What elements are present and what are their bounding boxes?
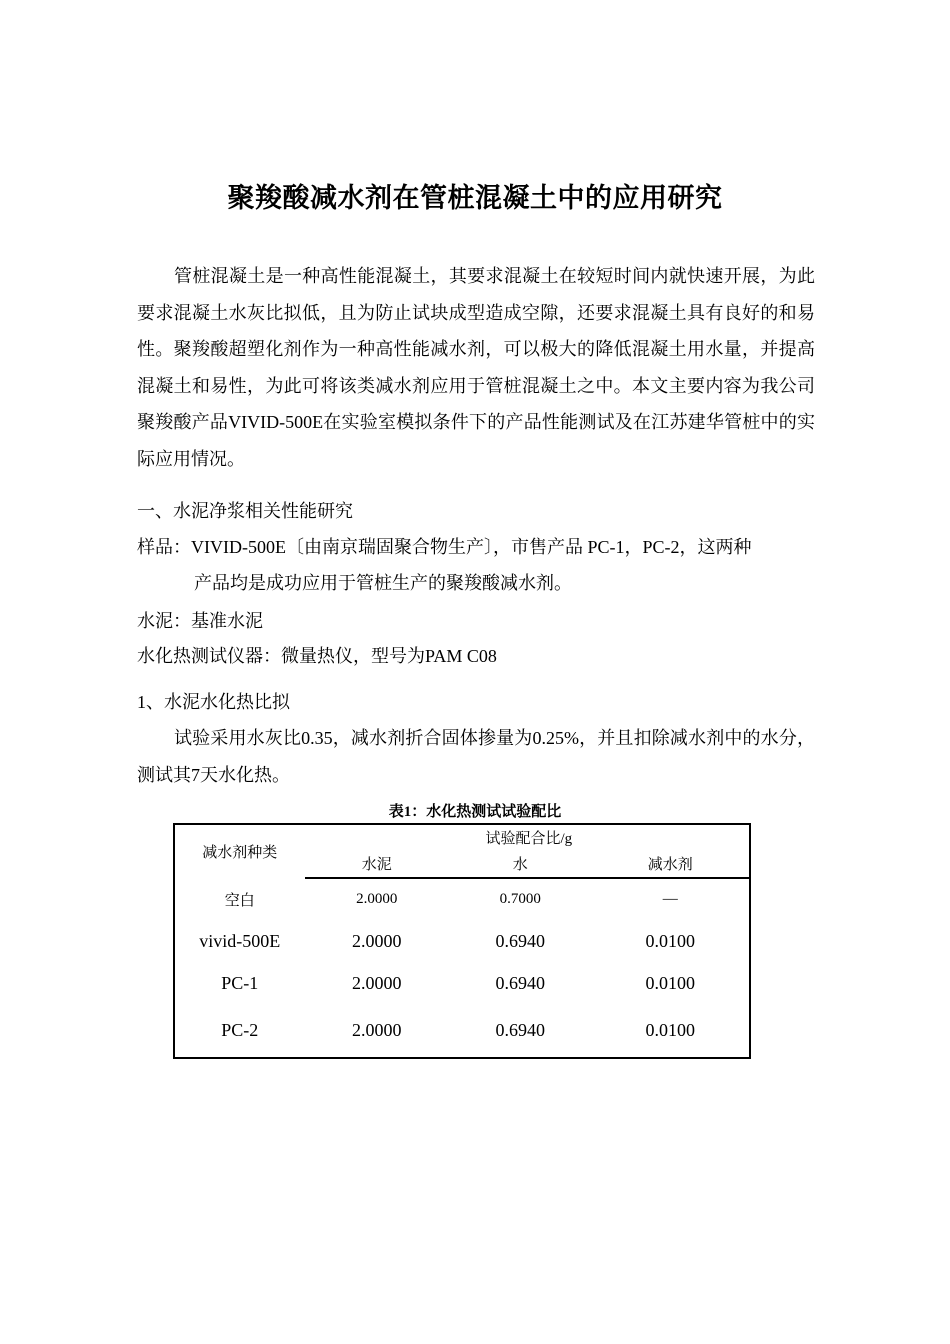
section-heading-1: 一、水泥净浆相关性能研究 [137,501,353,521]
intro-paragraph: 管桩混凝土是一种高性能混凝土，其要求混凝土在较短时间内就快速开展，为此要求混凝土水灰比拟低，且为防止试块成型造成空隙，还要求混凝土具有良好的和易性。聚羧酸超塑化剂作为一种高性能减水剂，可以极大的降低混凝土用水量，并提高混凝土和易性，为此可将该类减水剂应用于管桩混凝土之中。本文主要内容为我公司聚羧酸产品VIVID-500E在实验室模拟条件下的产品性能测试及在江苏建华管桩中的实际应用情况。 [137,266,815,469]
row-cement: 2.0000 [352,1020,402,1040]
row-type: PC-2 [221,1020,259,1040]
row-cement: 2.0000 [352,972,402,993]
row-type: vivid-500E [199,930,281,951]
row-reducer: — [662,891,678,907]
row-reducer: 0.0100 [645,972,696,993]
instrument-line: 水化热测试仪器：微量热仪，型号为PAM C08 [137,646,497,666]
table-row [174,1004,750,1058]
sample-line-1: 样品：VIVID-500E〔由南京瑞固聚合物生产〕，市售产品 PC-1，PC-2，这两种 [137,537,752,557]
row-water: 0.6940 [495,1020,546,1040]
table-row [174,920,750,962]
table-row [174,962,750,1004]
row-type: PC-1 [221,972,259,993]
row-water: 0.6940 [495,972,546,993]
header-mix-ratio: 试验配合比/g [485,831,573,847]
header-water: 水 [449,850,592,878]
document-title: 聚羧酸减水剂在管桩混凝土中的应用研究 [227,183,723,214]
trial-paragraph: 试验采用水灰比0.35，减水剂折合固体掺量为0.25%，并且扣除减水剂中的水分，测试其7天水化热。 [137,728,815,785]
subsection-heading-1: 1、水泥水化热比拟 [137,692,290,712]
header-cement: 水泥 [305,850,450,878]
row-cement: 2.0000 [352,930,402,951]
header-reducer-type: 减水剂种类 [202,845,278,861]
row-water: 0.6940 [495,930,546,951]
header-reducer: 减水剂 [592,850,750,878]
row-reducer: 0.0100 [645,930,696,951]
mix-ratio-table [173,823,751,1059]
table-caption: 表1：水化热测试试验配比 [388,804,562,820]
cement-line: 水泥：基准水泥 [137,611,263,631]
row-water: 0.7000 [499,891,541,907]
sample-line-2: 产品均是成功应用于管桩生产的聚羧酸减水剂。 [194,573,572,593]
sample-description [137,529,815,601]
table-row [174,878,750,920]
row-reducer: 0.0100 [645,1020,696,1040]
row-type: 空白 [224,892,255,909]
row-cement: 2.0000 [356,891,398,907]
